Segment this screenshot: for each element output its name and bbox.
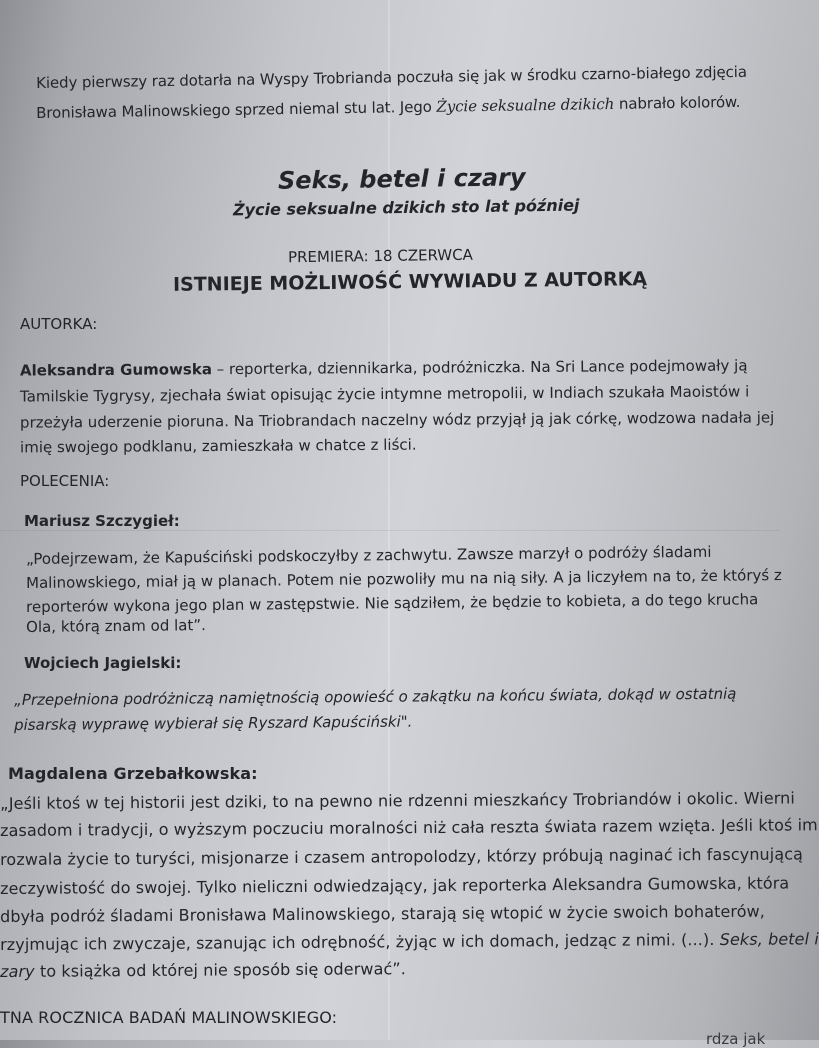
rec3-line-1: „Jeśli ktoś w tej historii jest dziki, to na pewno nie rdzenni mieszkańcy Trobriandów i okolic. Wierni (0, 788, 796, 813)
author-label: AUTORKA: (20, 315, 98, 333)
rec1-line-3: reporterów wykona jego plan w zastępstwie. Nie sądziłem, że będzie to kobieta, a do tego krucha (26, 590, 759, 616)
rec3-line-5: dbyła podróż śladami Bronisława Malinowskiego, starają się wtopić w życie swoich bohaterów, (0, 901, 766, 926)
rec3-line-2: zasadom i tradycji, o wyższym poczuciu moralności niż cała reszta świata razem wzięta. Jeśli ktoś im (0, 815, 818, 840)
cutoff-text: rdza jak (706, 1030, 766, 1048)
rec2-line-2: pisarską wyprawę wybierał się Ryszard Kapuściński". (14, 712, 413, 734)
rec3-line-3: rozwala życie to turyści, misjonarze i czasem antropolodzy, którzy próbują naginać ich fascynującą (0, 844, 804, 869)
rec2-line-1: „Przepełniona podróżniczą namiętnością opowieść o zakątku na końcu świata, dokąd w ostatnią (14, 684, 737, 709)
intro-line-2-end: nabrało kolorów. (614, 92, 741, 113)
intro-line-2-start: Bronisława Malinowskiego sprzed niemal stu lat. Jego (36, 97, 437, 122)
rec1-line-2: Malinowskiego, miał ją w planach. Potem nie pozwoliły mu na nią siły. A ja liczyłem na to, że któryś z (26, 566, 782, 592)
intro-book-title: Życie seksualne dzikich (436, 94, 615, 116)
anniversary-heading: TNA ROCZNICA BADAŃ MALINOWSKIEGO: (0, 1008, 338, 1027)
author-bio-line-4: imię swojego podklanu, zamieszkała w chatce z liści. (19, 435, 417, 457)
rec3-line-6 (0, 929, 819, 954)
recommendations-label: POLECENIA: (20, 472, 110, 490)
rec1-line-4: Ola, którą znam od lat”. (26, 616, 206, 636)
rec3-book-title-a: Seks, betel i (719, 929, 819, 949)
rec3-line-4: zeczywistość do swojej. Tylko nieliczni odwiedzający, jak reporterka Aleksandra Gumowska, która (0, 873, 790, 898)
author-bio-line-3: przeżyła uderzenie pioruna. Na Triobrandach naczelny wódz przyjął ją jak córkę, wodzowa nadała jej (19, 408, 775, 432)
paper-fold-horizontal (0, 530, 780, 531)
premiere-date: PREMIERA: 18 CZERWCA (287, 245, 474, 267)
rec3-book-title-b: zary (0, 961, 35, 981)
author-bio-line-2: Tamilskie Tygrysy, zjechała świat opisując życie intymne metropolii, w Indiach szukała Maoistów i (19, 382, 750, 406)
rec3-name: Magdalena Grzebałkowska: (8, 764, 258, 783)
author-bio-line-1-rest: – reporterka, dziennikarka, podróżniczka. Na Sri Lance podejmowały ją (211, 356, 748, 379)
rec1-name: Mariusz Szczygieł: (24, 512, 180, 530)
author-name: Aleksandra Gumowska (19, 360, 212, 380)
intro-line-1: Kiedy pierwszy raz dotarła na Wyspy Trobrianda poczuła się jak w środku czarno-białego zdjęcia (36, 62, 748, 92)
author-bio-line-1 (20, 356, 748, 379)
rec1-line-1: „Podejrzewam, że Kapuściński podskoczyłby z zachwytu. Zawsze marzył o podróży śladami (26, 542, 712, 568)
rec3-line-7-rest: to książka od której nie sposób się oderwać”. (34, 959, 407, 981)
book-subtitle: Życie seksualne dzikich sto lat później (232, 195, 580, 220)
rec2-name: Wojciech Jagielski: (24, 654, 182, 672)
interview-notice: ISTNIEJE MOŻLIWOŚĆ WYWIADU Z AUTORKĄ (172, 268, 648, 296)
rec3-line-6-text: rzyjmując ich zwyczaje, szanując ich odrębność, żyjąc w ich domach, jedząc z nimi. (...). (0, 929, 720, 954)
book-title: Seks, betel i czary (277, 163, 526, 195)
rec3-line-7 (0, 959, 406, 981)
